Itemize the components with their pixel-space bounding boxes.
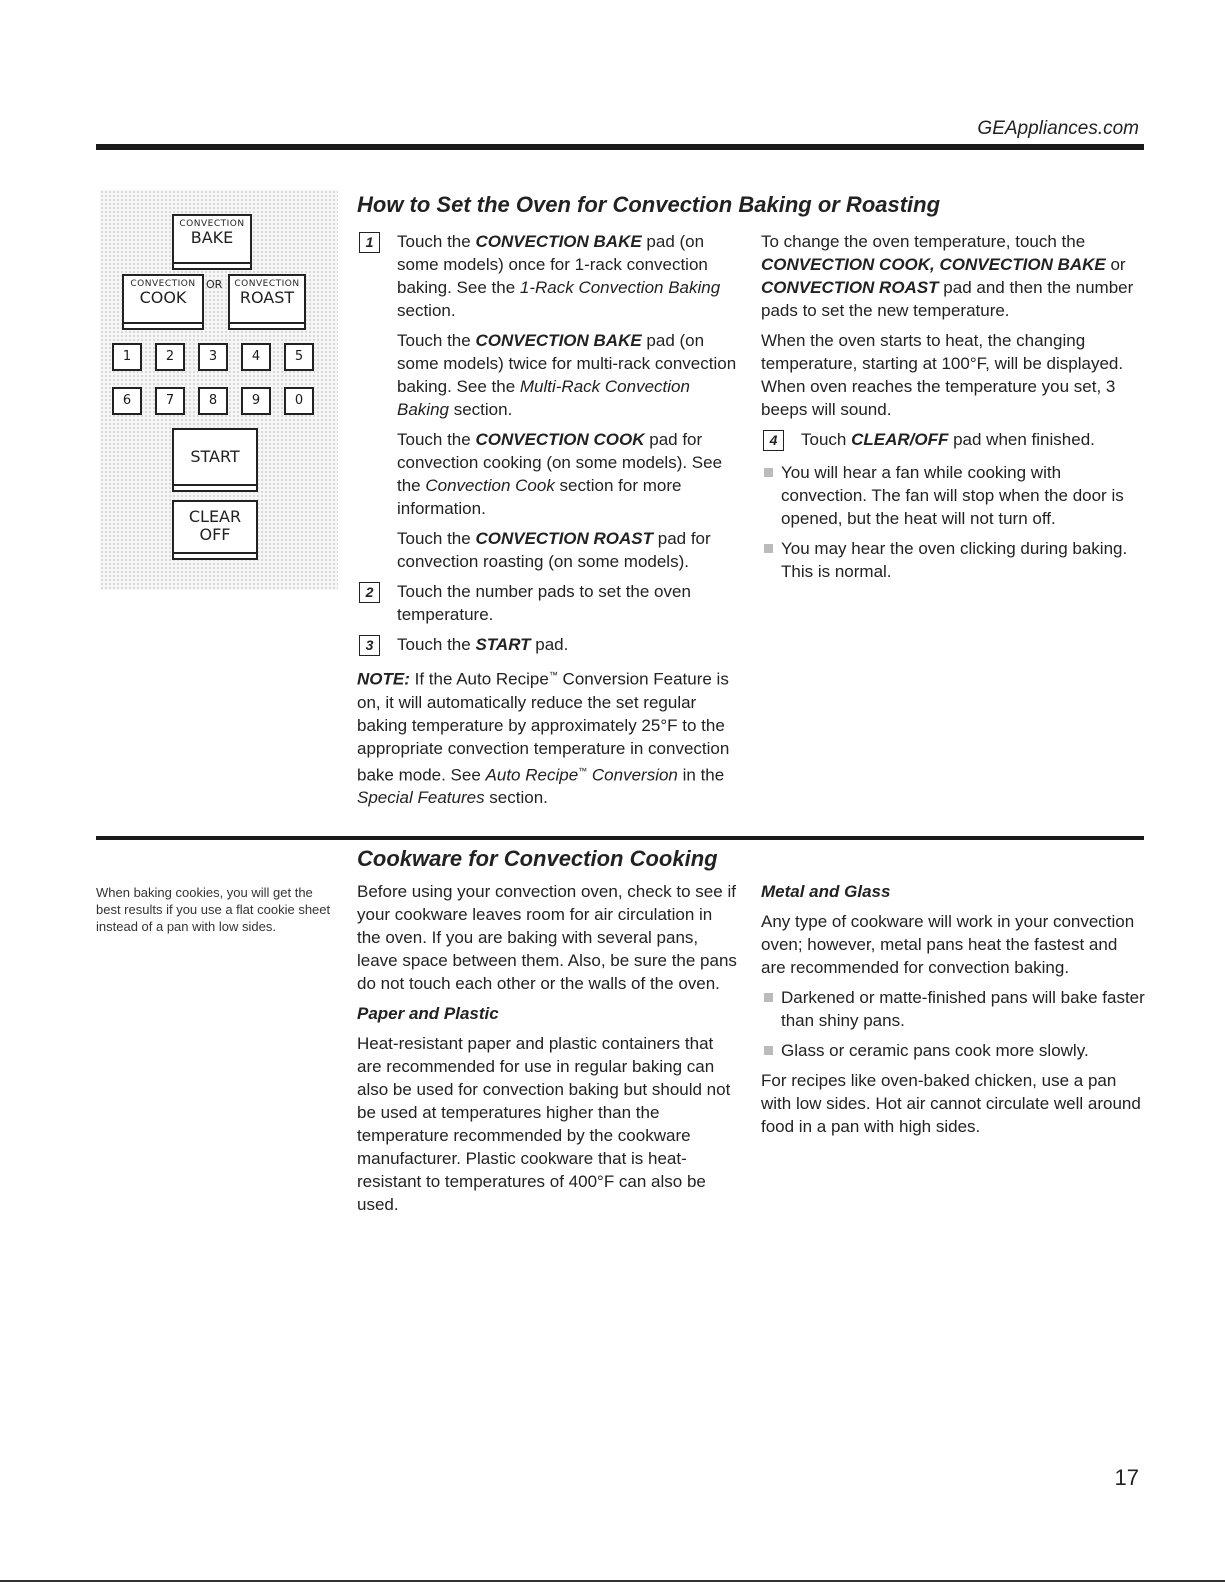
page-edge-line [0, 1580, 1225, 1582]
number-key-9: 9 [241, 387, 271, 415]
step-number-icon: 4 [763, 430, 784, 451]
key-label-small: CONVECTION [130, 279, 196, 289]
header-rule [96, 144, 1144, 150]
step-4 [761, 428, 1146, 451]
key-label-big: OFF [199, 525, 231, 544]
paragraph: When the oven starts to heat, the changing temperature, starting at 100°F, will be displayed. When oven reaches the temperature you set, 3 beeps will sound. [761, 331, 1124, 419]
number-key-7: 7 [155, 387, 185, 415]
step-3 [357, 633, 739, 656]
section1-left-column [357, 230, 739, 816]
section-title: Cookware for Convection Cooking [357, 846, 718, 871]
key-label-big: CLEAR [188, 507, 242, 526]
bullet-item: You may hear the oven clicking during baking. This is normal. [761, 537, 1146, 583]
paragraph: Any type of cookware will work in your convection oven; however, metal pans heat the fastest and are recommended for convection baking. [761, 912, 1135, 977]
page-number: 17 [1114, 1465, 1139, 1490]
step-paragraph: Touch the CONVECTION ROAST pad for convection roasting (on some models). [397, 529, 711, 571]
step-1 [357, 230, 739, 573]
step-text: Touch the number pads to set the oven temperature. [397, 582, 691, 624]
paragraph: Before using your convection oven, check to see if your cookware leaves room for air circulation in the oven. If you are baking with several pans, leave space between them. Also, be sure the pans do not touch each other or the walls of the oven. [357, 882, 737, 993]
convection-roast-key [228, 274, 306, 330]
step-paragraph: Touch the CONVECTION BAKE pad (on some models) twice for multi-rack convection baking. See the Multi-Rack Convection Baking section. [397, 331, 737, 419]
paragraph: To change the oven temperature, touch the CONVECTION COOK, CONVECTION BAKE or CONVECTION ROAST pad and then the number pads to set the new temperature. [761, 232, 1134, 320]
number-key-6: 6 [112, 387, 142, 415]
step-number-icon: 3 [359, 635, 380, 656]
bullet-item: You will hear a fan while cooking with convection. The fan will stop when the door is opened, but the heat will not turn off. [761, 461, 1146, 530]
note: NOTE: If the Auto Recipe™ Conversion Feature is on, it will automatically reduce the set regular baking temperature by approximately 25°F to the appropriate convection temperature in convection bake mode. See Auto Recipe™ Conversion in the Special Features section. [357, 669, 730, 808]
step-number-icon: 2 [359, 582, 380, 603]
start-key [172, 428, 258, 492]
bullet-item: Darkened or matte-finished pans will bake faster than shiny pans. [761, 986, 1146, 1032]
number-key-5: 5 [284, 343, 314, 371]
key-label-big: START [190, 447, 240, 466]
step-2 [357, 580, 739, 626]
section1-right-column [761, 230, 1146, 590]
subheading: Paper and Plastic [357, 1004, 499, 1023]
section2-right-column [761, 880, 1146, 1145]
key-label-big: BAKE [190, 228, 234, 247]
key-label-small: CONVECTION [179, 219, 245, 229]
section2-left-column [357, 880, 739, 1223]
key-label-big: ROAST [239, 288, 295, 307]
number-key-2: 2 [155, 343, 185, 371]
number-key-3: 3 [198, 343, 228, 371]
paragraph: For recipes like oven-baked chicken, use a pan with low sides. Hot air cannot circulate well around food in a pan with high sides. [761, 1071, 1141, 1136]
step-text: Touch the CONVECTION BAKE pad (on some models) once for 1-rack convection baking. See the 1-Rack Convection Baking section. [397, 232, 721, 320]
paragraph: Heat-resistant paper and plastic containers that are recommended for use in regular baking can also be used for convection baking but should not be used at temperatures higher than the temperature recommended by the cookware manufacturer. Plastic cookware that is heat-resistant to temperatures of 400°F can also be used. [357, 1034, 731, 1214]
number-key-4: 4 [241, 343, 271, 371]
number-key-8: 8 [198, 387, 228, 415]
step-text: Touch the START pad. [397, 635, 569, 654]
section-title: How to Set the Oven for Convection Baking or Roasting [357, 192, 941, 217]
number-key-0: 0 [284, 387, 314, 415]
convection-bake-key [172, 214, 252, 270]
key-label-small: CONVECTION [234, 279, 300, 289]
number-key-1: 1 [112, 343, 142, 371]
step-text: Touch CLEAR/OFF pad when finished. [801, 430, 1095, 449]
bullet-item: Glass or ceramic pans cook more slowly. [761, 1039, 1146, 1062]
sidebar-caption: When baking cookies, you will get the best results if you use a flat cookie sheet instead of a pan with low sides. [96, 885, 331, 934]
subheading: Metal and Glass [761, 882, 891, 901]
convection-cook-key [122, 274, 204, 330]
or-label: OR [206, 278, 223, 291]
section-divider [96, 836, 1144, 840]
step-paragraph: Touch the CONVECTION COOK pad for convection cooking (on some models). See the Convection Cook section for more information. [397, 430, 723, 518]
step-number-icon: 1 [359, 232, 380, 253]
clear-off-key [172, 500, 258, 560]
site-url: GEAppliances.com [977, 118, 1139, 139]
key-label-big: COOK [139, 288, 187, 307]
